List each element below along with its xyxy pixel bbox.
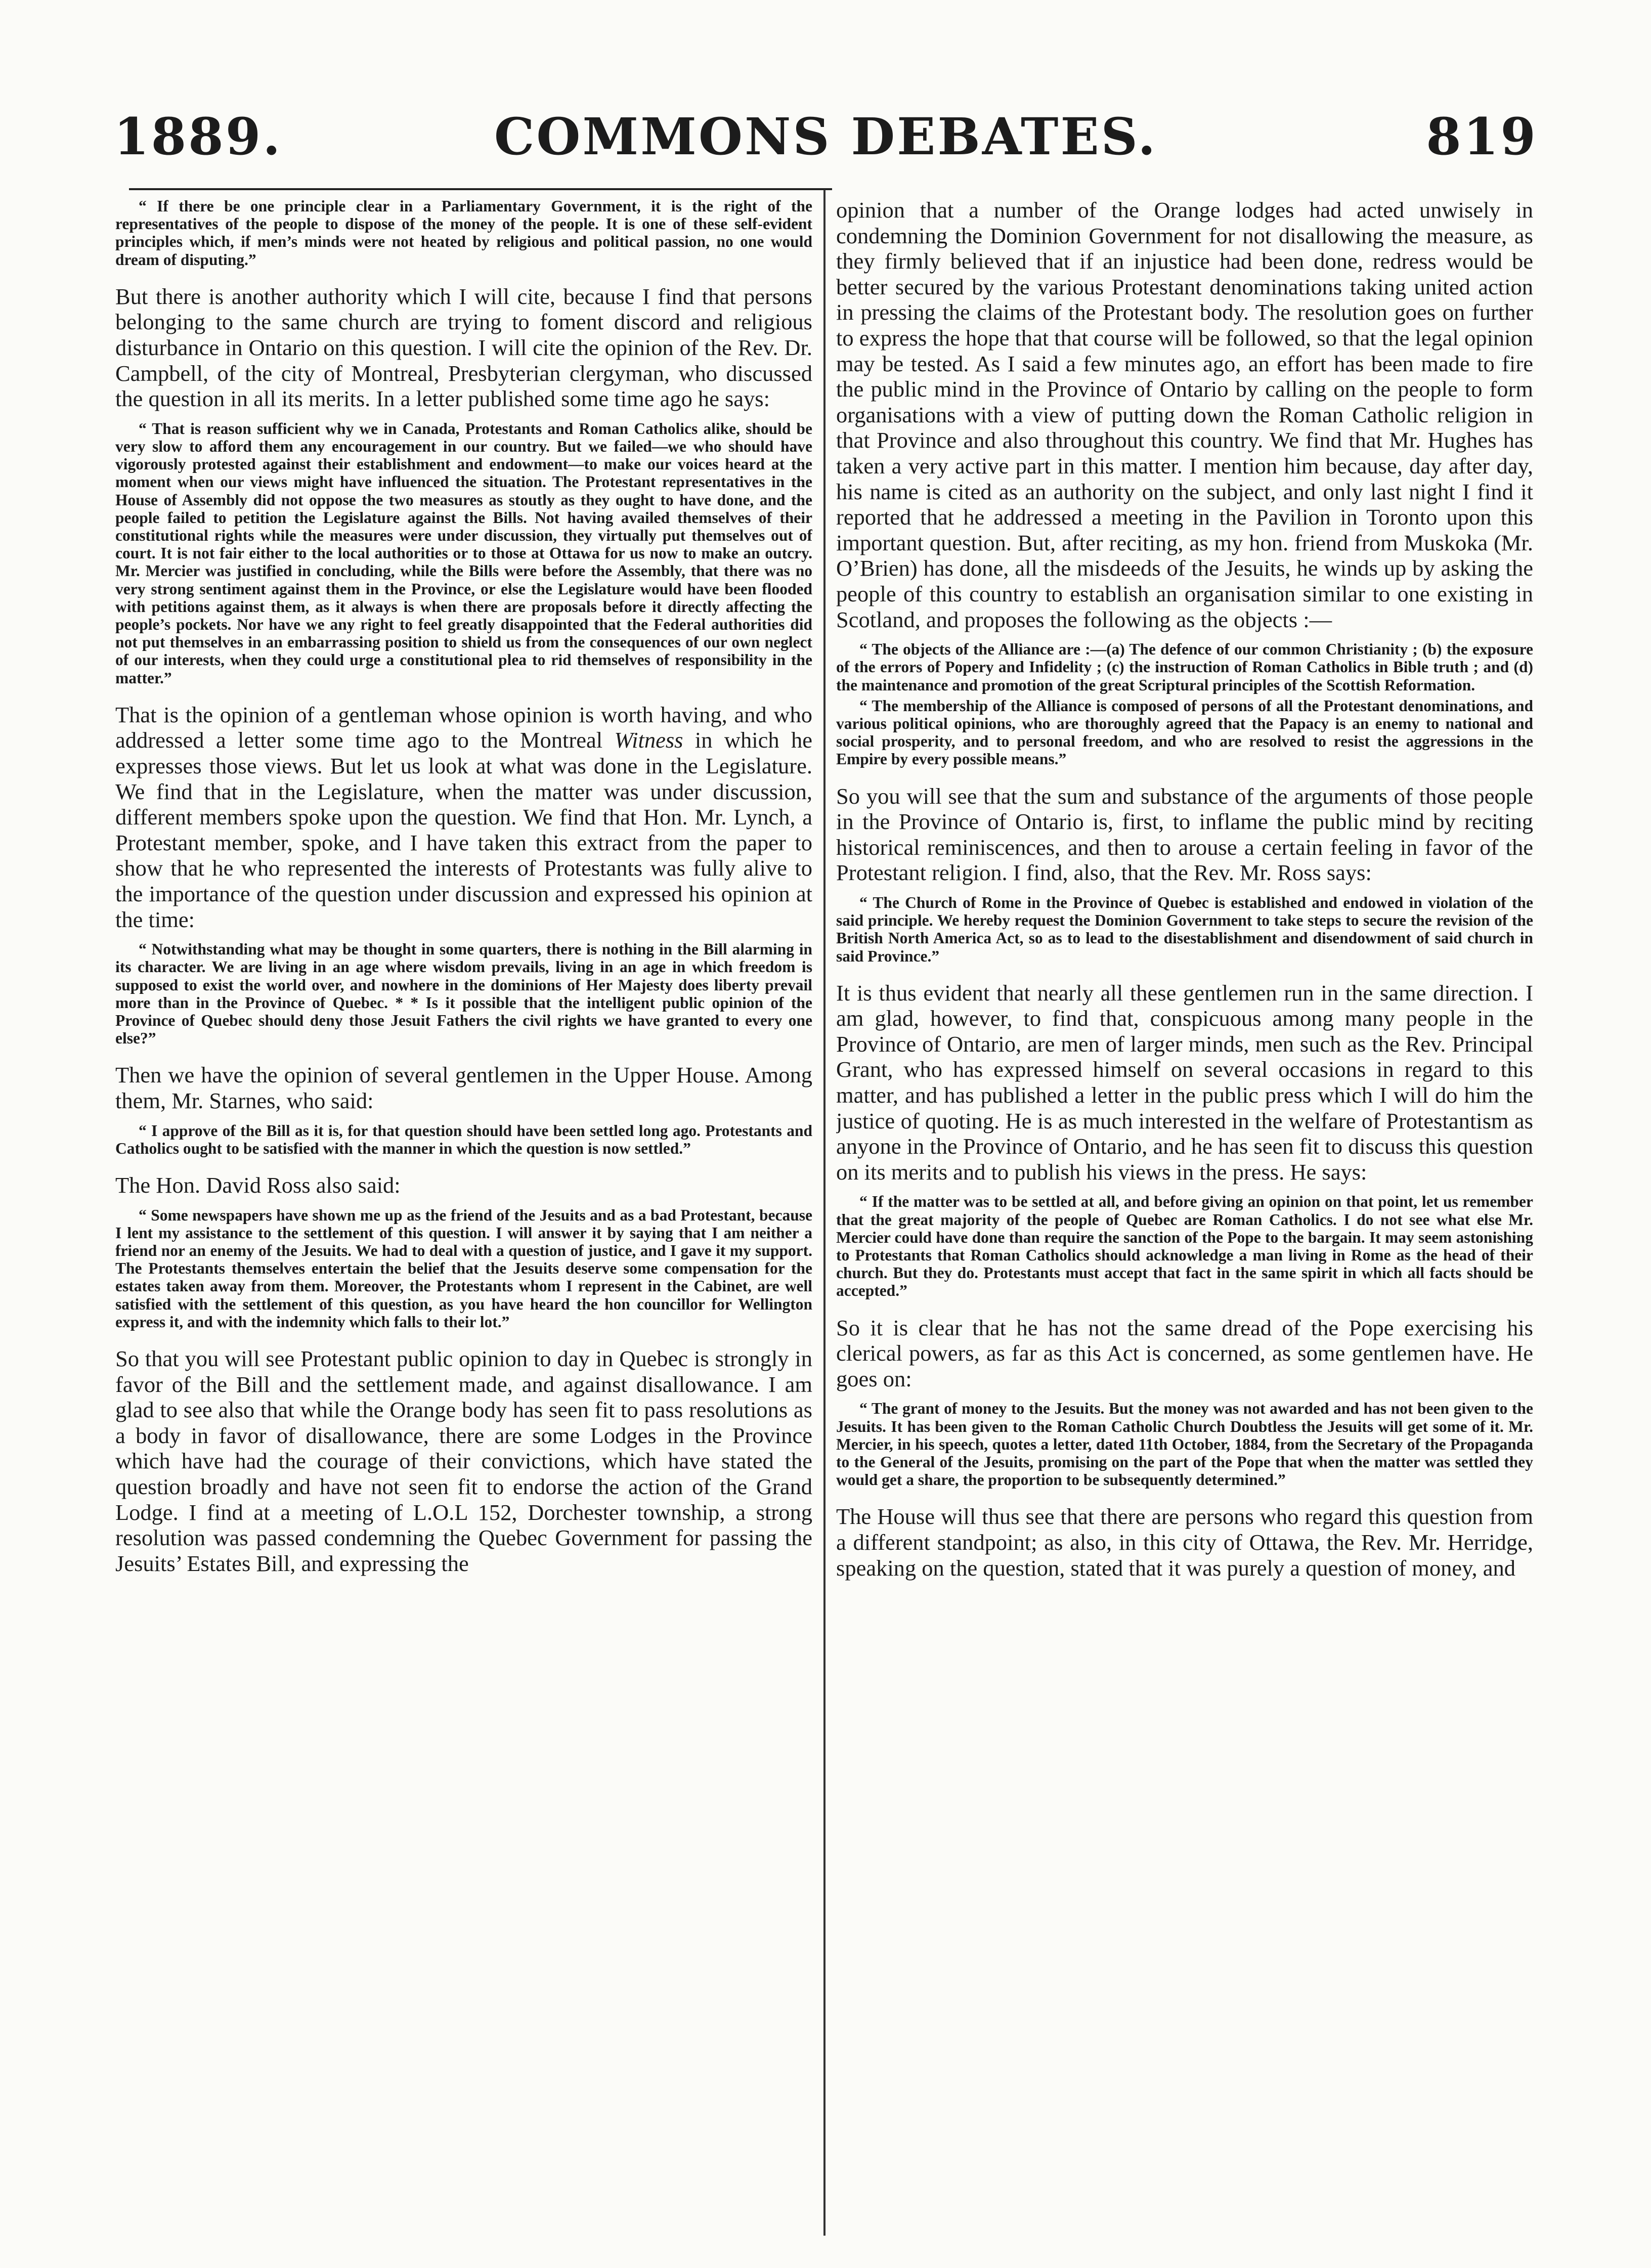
header-year: 1889. xyxy=(114,107,283,166)
header-title: COMMONS DEBATES. xyxy=(494,107,1158,166)
header-page-number: 819 xyxy=(1426,107,1538,166)
body-paragraph: The House will thus see that there are persons who regard this question from a different standpoint; as also, in this city of Ottawa, the Rev. Mr. Herridge, speaking on the question, stated that it was purely a question of money, and xyxy=(836,1504,1533,1581)
body-paragraph: It is thus evident that nearly all these gentlemen run in the same direction. I am glad, however, to find that, conspicuous among many people in the Province of Ontario, are men of larger minds, men such as the Rev. Principal Grant, who has expressed himself on several occasions in regard to this matter, and has published a letter in the public press which I will do him the justice of quoting. He is as much interested in the welfare of Protestantism as anyone in the Province of Ontario, and he has seen fit to discuss this question on its merits and to publish his views in the press. He says: xyxy=(836,980,1533,1185)
quote-block: “ If the matter was to be settled at all, and before giving an opinion on that point, let us remember that the great majority of the people of Quebec are Roman Catholics. I do not see what else Mr. Mercier could have done than require the sanction of the Pope to the bargain. It may seem astonishing to Protestants that Roman Catholics should acknowledge a man living in Rome as the head of their church. But they do. Protestants must accept that fact in the same spirit in which all facts should be accepted.” xyxy=(836,1193,1533,1300)
left-column xyxy=(115,197,812,2231)
quote-block: “ That is reason sufficient why we in Canada, Protestants and Roman Catholics alike, should be very slow to afford them any encouragement in our country. But we failed—we who should have vigorously protested against their establishment and endowment—to make our voices heard at the moment when our views might have influenced the situation. The Protestant representatives in the House of Assembly did not oppose the two measures as stoutly as they ought to have done, and the people failed to petition the Legislature against the Bills. Not having availed themselves of their constitutional rights while the measures were under discussion, they virtually put themselves out of court. It is not fair either to the local authorities or to those at Ottawa for us now to make an outcry. Mr. Mercier was justified in concluding, while the Bills were before the Assembly, that there was no very strong sentiment against them in the Province, or else the Legislature would have been flooded with petitions against them, as it always is when there are proposals before it directly affecting the people’s pockets. Nor have we any right to feel greatly disappointed that the Federal authorities did not put themselves in an embarrassing position to shield us from the consequences of our own neglect of our interests, when they could urge a constitutional plea to rid themselves of responsibility in the matter.” xyxy=(115,419,812,687)
quote-block: “ The objects of the Alliance are :—(a) The defence of our common Christianity ; (b) the exposure of the errors of Popery and Infidelity ; (c) the instruction of Roman Catholics in Bible truth ; and (d) the maintenance and promotion of the great Scriptural principles of the Scottish Reformation. xyxy=(836,640,1533,694)
body-paragraph: So that you will see Protestant public opinion to day in Quebec is strongly in favor of the Bill and the settlement made, and against disallowance. I am glad to see also that while the Orange body has seen fit to pass resolutions as a body in favor of disallowance, there are some Lodges in the Province which have had the courage of their convictions, which have stated the question broadly and have not seen fit to endorse the action of the Grand Lodge. I find at a meeting of L.O.L 152, Dorchester township, a strong resolution was passed condemning the Quebec Government for passing the Jesuits’ Estates Bill, and expressing the xyxy=(115,1346,812,1576)
quote-block: “ The grant of money to the Jesuits. But the money was not awarded and has not been given to the Jesuits. It has been given to the Roman Catholic Church Doubtless the Jesuits will get some of it. Mr. Mercier, in his speech, quotes a letter, dated 11th October, 1884, from the Secretary of the Propaganda to the General of the Jesuits, promising on the part of the Pope that when the matter was settled they would get a share, the proportion to be subsequently determined.” xyxy=(836,1400,1533,1489)
quote-block: “ Some newspapers have shown me up as the friend of the Jesuits and as a bad Protestant, because I lent my assistance to the settlement of this question. I will answer it by saying that I am neither a friend nor an enemy of the Jesuits. We had to deal with a question of justice, and I gave it my support. The Protestants themselves entertain the belief that the Jesuits deserve some compensation for the estates taken away from them. Moreover, the Protestants whom I represent in the Cabinet, are well satisfied with the settlement of this question, as you have heard the hon councillor for Wellington express it, and with the indemnity which falls to their lot.” xyxy=(115,1206,812,1331)
quote-block: “ If there be one principle clear in a Parliamentary Government, it is the right of the representatives of the people to dispose of the money of the people. It is one of these self-evident principles which, if men’s minds were not heated by religious and political passion, no one would dream of disputing.” xyxy=(115,197,812,269)
text-run: in which he expresses those views. But let us look at what was done in the Legislature. We find that in the Legislature, when the matter was under discussion, different members spoke upon the question. We find that Hon. Mr. Lynch, a Protestant member, spoke, and I have taken this extract from the paper to show that he who represented the interests of Protestants was fully alive to the importance of the question under discussion and expressed his opinion at the time: xyxy=(115,727,812,932)
italic-publication-name: Witness xyxy=(614,727,683,753)
body-paragraph: opinion that a number of the Orange lodges had acted unwisely in condemning the Dominion Government for not disallowing the measure, as they firmly believed that if an injustice had been done, redress would be better secured by the various Protestant denominations taking united action in pressing the claims of the Protestant body. The resolution goes on further to express the hope that that course will be followed, so that the legal opinion may be tested. As I said a few minutes ago, an effort has been made to fire the public mind in the Province of Ontario by calling on the people to form organisations with a view of putting down the Roman Catholic religion in that Province and also throughout this country. We find that Mr. Hughes has taken a very active part in this matter. I mention him because, day after day, his name is cited as an authority on the subject, and only last night I find it reported that he addressed a meeting in the Pavilion in Toronto upon this important question. But, after reciting, as my hon. friend from Muskoka (Mr. O’Brien) has done, all the misdeeds of the Jesuits, he winds up by asking the people of this country to establish an organisation similar to one existing in Scotland, and proposes the following as the objects :— xyxy=(836,197,1533,632)
header-rule xyxy=(129,188,832,190)
quote-block: “ Notwithstanding what may be thought in some quarters, there is nothing in the Bill alarming in its character. We are living in an age where wisdom prevails, living in an age in which freedom is supposed to exist the world over, and nowhere in the dominions of Her Majesty does liberty prevail more than in the Province of Quebec. * * Is it possible that the intelligent public opinion of the Province of Quebec should deny those Jesuit Fathers the civil rights we have granted to every one else?” xyxy=(115,940,812,1048)
body-paragraph: Then we have the opinion of several gentlemen in the Upper House. Among them, Mr. Starnes, who said: xyxy=(115,1062,812,1113)
quote-block: “ The Church of Rome in the Province of Quebec is established and endowed in violation of the said principle. We hereby request the Dominion Government to take steps to secure the revision of the British North America Act, so as to lead to the disestablishment and disendowment of said church in said Province.” xyxy=(836,893,1533,965)
column-divider xyxy=(823,190,826,2236)
right-column xyxy=(836,197,1533,2231)
body-paragraph: So it is clear that he has not the same dread of the Pope exercising his clerical powers, as far as this Act is concerned, as some gentlemen have. He goes on: xyxy=(836,1315,1533,1391)
body-paragraph: So you will see that the sum and substance of the arguments of those people in the Province of Ontario is, first, to inflame the public mind by reciting historical reminiscences, and then to arouse a certain feeling in favor of the Protestant religion. I find, also, that the Rev. Mr. Ross says: xyxy=(836,783,1533,886)
body-paragraph: But there is another authority which I will cite, because I find that persons belonging to the same church are trying to foment discord and religious disturbance in Ontario on this question. I will cite the opinion of the Rev. Dr. Campbell, of the city of Montreal, Presbyterian clergyman, who discussed the question in all its merits. In a letter published some time ago he says: xyxy=(115,283,812,412)
page-header xyxy=(114,106,1538,167)
text-run: That is the opinion of a gentleman whose opinion is worth having, and who addressed a letter some time ago to the Montreal xyxy=(115,702,812,753)
body-paragraph xyxy=(115,702,812,932)
quote-block: “ I approve of the Bill as it is, for that question should have been settled long ago. Protestants and Catholics ought to be satisfied with the manner in which the question is now settled.” xyxy=(115,1121,812,1157)
quote-block: “ The membership of the Alliance is composed of persons of all the Protestant denominations, and various political opinions, who are thoroughly agreed that the Papacy is an enemy to national and social prosperity, and to personal freedom, and who are resolved to resist the aggressions in the Empire by every possible means.” xyxy=(836,696,1533,768)
body-paragraph: The Hon. David Ross also said: xyxy=(115,1172,401,1198)
